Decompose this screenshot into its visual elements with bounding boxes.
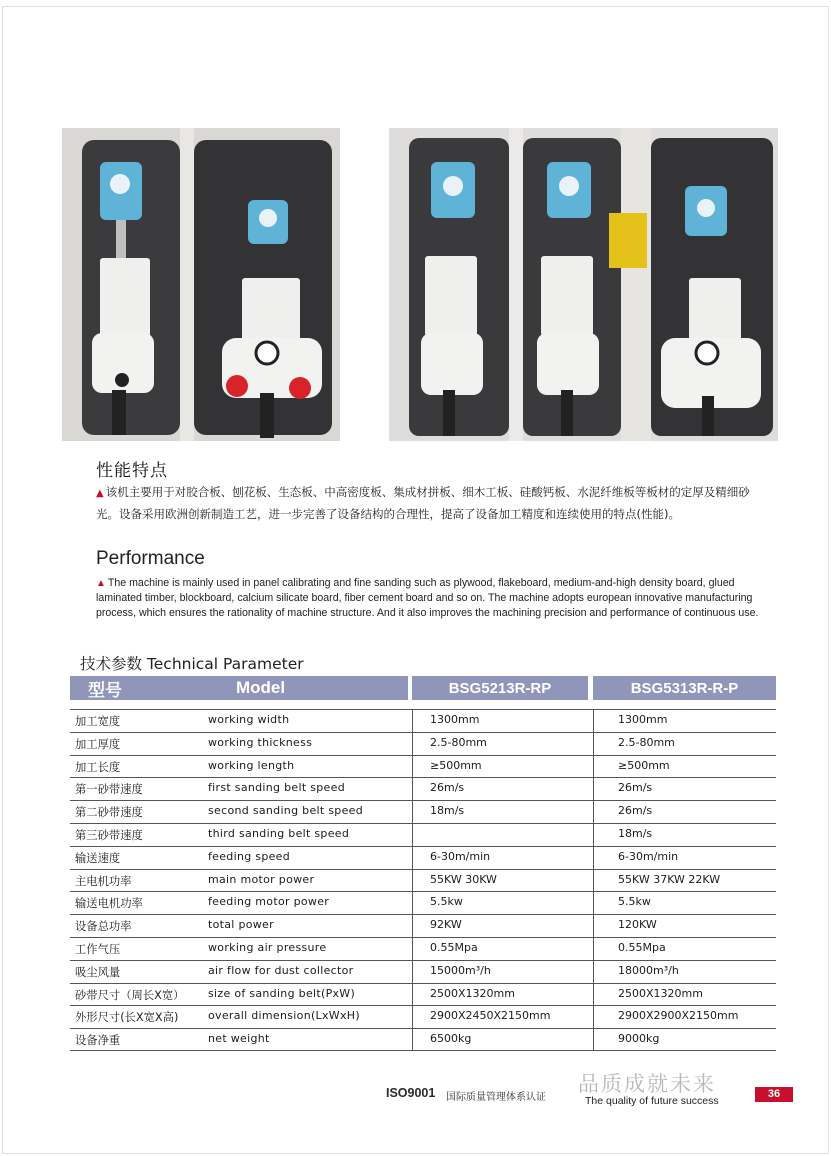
table-row bbox=[70, 891, 776, 914]
param-name-cn: 第二砂带速度 bbox=[75, 806, 143, 820]
header-model-1: BSG5213R-RP bbox=[412, 676, 588, 700]
param-value-model-1: 2900X2450X2150mm bbox=[430, 1009, 551, 1023]
table-row bbox=[70, 800, 776, 823]
param-value-model-1: 92KW bbox=[430, 918, 462, 932]
triangle-bullet-icon: ▲ bbox=[96, 488, 104, 499]
param-name-en: working air pressure bbox=[208, 940, 327, 954]
param-name-cn: 设备净重 bbox=[75, 1034, 121, 1048]
machine-photo-left bbox=[62, 128, 340, 441]
table-row bbox=[70, 914, 776, 937]
triangle-bullet-icon: ▲ bbox=[96, 578, 106, 589]
page-number: 36 bbox=[755, 1087, 793, 1102]
header-type-cn: 型号 bbox=[88, 680, 122, 700]
param-name-en: working length bbox=[208, 758, 295, 772]
param-value-model-2: 120KW bbox=[618, 918, 657, 932]
table-row bbox=[70, 983, 776, 1006]
param-value-model-1: 6-30m/min bbox=[430, 849, 491, 863]
iso-cn-label: 国际质量管理体系认证 bbox=[446, 1092, 546, 1103]
param-value-model-1: 1300mm bbox=[430, 713, 480, 726]
param-name-cn: 工作气压 bbox=[75, 942, 121, 956]
param-value-model-1: 26m/s bbox=[430, 781, 465, 795]
param-value-model-2: 1300mm bbox=[618, 713, 668, 726]
param-value-model-1: 5.5kw bbox=[430, 895, 463, 909]
param-value-model-2: 55KW 37KW 22KW bbox=[618, 872, 721, 886]
param-value-model-1: 18m/s bbox=[430, 804, 465, 818]
param-value-model-1: 2.5-80mm bbox=[430, 735, 487, 749]
param-name-cn: 加工长度 bbox=[75, 760, 121, 774]
param-value-model-2: 26m/s bbox=[618, 781, 653, 795]
param-name-en: feeding motor power bbox=[208, 895, 330, 909]
param-value-model-2: 9000kg bbox=[618, 1032, 660, 1046]
param-value-model-2: 18m/s bbox=[618, 826, 653, 840]
param-name-cn: 设备总功率 bbox=[75, 920, 132, 934]
slogan-cn: 品质成就未来 bbox=[578, 1072, 716, 1096]
param-value-model-2: 26m/s bbox=[618, 804, 653, 818]
performance-cn-body: 该机主要用于对胶合板、刨花板、生态板、中高密度板、集成材拼板、细木工板、硅酸钙板、水泥纤维板等板材的定厚及精细砂光。设备采用欧洲创新制造工艺，进一步完善了设备结构的合理性，提高了设备加工精度和连续使用的特点(性能)。 bbox=[96, 485, 750, 521]
param-value-model-1: 55KW 30KW bbox=[430, 872, 497, 886]
param-name-en: main motor power bbox=[208, 872, 315, 886]
table-row bbox=[70, 732, 776, 755]
param-name-cn: 外形尺寸(长X宽X高) bbox=[75, 1011, 179, 1025]
header-type-en: Model bbox=[236, 678, 286, 697]
param-name-en: feeding speed bbox=[208, 849, 291, 863]
param-name-cn: 加工宽度 bbox=[75, 715, 121, 728]
param-value-model-2: 18000m³/h bbox=[618, 963, 679, 977]
table-row bbox=[70, 1005, 776, 1028]
table-row bbox=[70, 755, 776, 778]
table-row bbox=[70, 937, 776, 960]
table-divider bbox=[593, 709, 594, 1051]
param-name-cn: 砂带尺寸（周长X宽） bbox=[75, 988, 185, 1002]
table-row bbox=[70, 1028, 776, 1051]
tech-params-title: 技术参数 Technical Parameter bbox=[80, 655, 304, 673]
param-name-cn: 第三砂带速度 bbox=[75, 828, 143, 842]
param-value-model-2: ≥500mm bbox=[618, 758, 670, 772]
table-row bbox=[70, 823, 776, 846]
param-name-cn: 输送速度 bbox=[75, 851, 121, 865]
param-name-en: net weight bbox=[208, 1032, 270, 1046]
table-row bbox=[70, 709, 776, 732]
performance-en-title: Performance bbox=[96, 548, 205, 569]
iso-label: ISO9001 bbox=[386, 1086, 436, 1100]
param-value-model-1: ≥500mm bbox=[430, 758, 482, 772]
table-row bbox=[70, 777, 776, 800]
performance-cn-text bbox=[96, 482, 760, 524]
slogan-en: The quality of future success bbox=[585, 1095, 719, 1107]
param-value-model-1: 15000m³/h bbox=[430, 963, 491, 977]
param-name-en: second sanding belt speed bbox=[208, 804, 364, 818]
param-value-model-2: 2500X1320mm bbox=[618, 986, 703, 1000]
table-row bbox=[70, 846, 776, 869]
param-name-cn: 主电机功率 bbox=[75, 874, 132, 888]
machine-photo-right bbox=[389, 128, 778, 441]
param-name-cn: 第一砂带速度 bbox=[75, 783, 143, 797]
param-value-model-2: 2.5-80mm bbox=[618, 735, 675, 749]
param-value-model-2: 0.55Mpa bbox=[618, 940, 666, 954]
table-header-type bbox=[70, 676, 408, 700]
param-value-model-1: 0.55Mpa bbox=[430, 940, 478, 954]
param-name-en: overall dimension(LxWxH) bbox=[208, 1009, 360, 1023]
param-name-en: size of sanding belt(PxW) bbox=[208, 986, 356, 1000]
param-value-model-2: 6-30m/min bbox=[618, 849, 679, 863]
param-value-model-2: 5.5kw bbox=[618, 895, 651, 909]
param-value-model-2: 2900X2900X2150mm bbox=[618, 1009, 739, 1023]
param-name-en: working width bbox=[208, 713, 290, 726]
table-row bbox=[70, 869, 776, 892]
params-table bbox=[70, 709, 776, 1051]
performance-cn-title: 性能特点 bbox=[96, 461, 168, 481]
param-value-model-1: 6500kg bbox=[430, 1032, 472, 1046]
param-name-cn: 吸尘风量 bbox=[75, 965, 121, 979]
param-name-en: total power bbox=[208, 918, 274, 932]
table-row bbox=[70, 960, 776, 983]
header-model-2: BSG5313R-R-P bbox=[593, 676, 776, 700]
param-name-en: first sanding belt speed bbox=[208, 781, 345, 795]
performance-en-text bbox=[96, 576, 760, 622]
param-name-cn: 加工厚度 bbox=[75, 737, 121, 751]
table-divider bbox=[412, 709, 413, 1051]
param-name-cn: 输送电机功率 bbox=[75, 897, 143, 911]
param-name-en: third sanding belt speed bbox=[208, 826, 350, 840]
param-name-en: working thickness bbox=[208, 735, 313, 749]
param-value-model-1: 2500X1320mm bbox=[430, 986, 515, 1000]
performance-en-body: The machine is mainly used in panel calibrating and fine sanding such as plywood, flakeboard, medium-and-high density board, glued laminated timber, blockboard, calcium silicate board, fiber cement board and so on. The machine adopts european innovative manufacturing process, which ensures the rationality of machine structure. And it also improves the machining precision and performance of continuous use. bbox=[96, 577, 759, 620]
param-name-en: air flow for dust collector bbox=[208, 963, 354, 977]
